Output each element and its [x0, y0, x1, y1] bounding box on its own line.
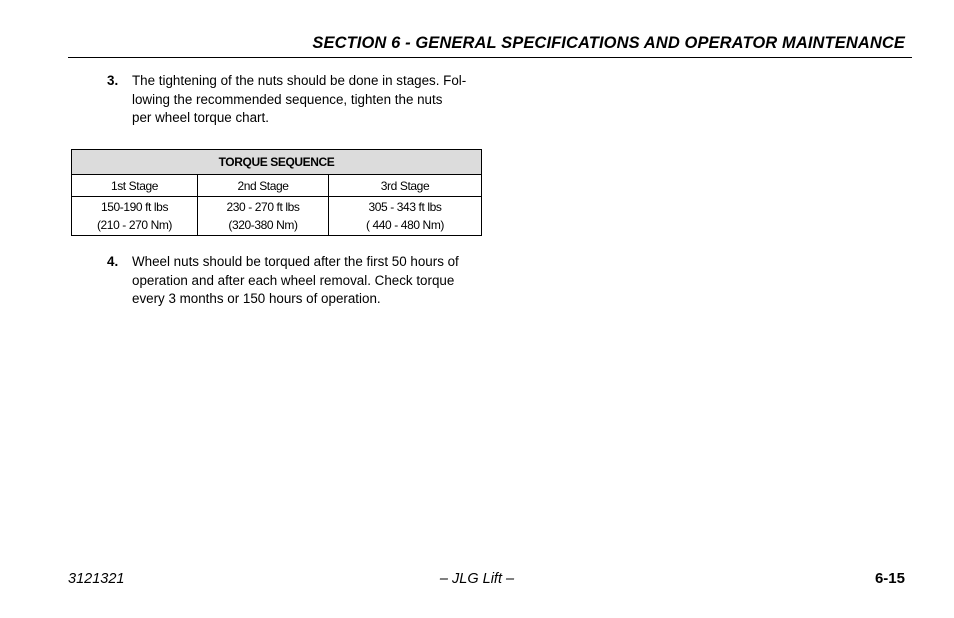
column-header-stage-2: 2nd Stage	[198, 175, 329, 197]
step-line: Wheel nuts should be torqued after the first 50 hours of	[132, 254, 459, 269]
section-title: SECTION 6 - GENERAL SPECIFICATIONS AND OPERATOR MAINTENANCE	[312, 34, 905, 52]
step-number: 3.	[107, 73, 119, 88]
column-header-stage-1: 1st Stage	[72, 175, 198, 197]
footer-product: – JLG Lift –	[439, 571, 515, 587]
stage-1-value	[72, 197, 198, 236]
step-3	[107, 72, 492, 128]
step-text	[132, 253, 492, 309]
step-text	[132, 72, 492, 128]
torque-nm: ( 440 - 480 Nm)	[365, 218, 445, 232]
torque-ftlbs: 230 - 270 ft lbs	[226, 200, 300, 214]
header-divider	[68, 57, 912, 58]
step-line: operation and after each wheel removal. Check torque	[132, 272, 455, 288]
torque-sequence-table	[71, 149, 482, 236]
step-line: every 3 months or 150 hours of operation.	[132, 291, 381, 306]
step-line: per wheel torque chart.	[132, 110, 269, 125]
step-number: 4.	[107, 254, 119, 269]
step-line: The tightening of the nuts should be done in stages. Fol-	[132, 73, 467, 88]
torque-nm: (320-380 Nm)	[228, 218, 298, 232]
torque-ftlbs: 305 - 343 ft lbs	[368, 200, 442, 214]
document-number: 3121321	[68, 571, 125, 587]
stage-3-value	[329, 197, 482, 236]
step-line: lowing the recommended sequence, tighten the nuts	[132, 91, 443, 107]
column-header-stage-3: 3rd Stage	[329, 175, 482, 197]
step-4	[107, 253, 492, 309]
page-number: 6-15	[874, 570, 905, 587]
table-title: TORQUE SEQUENCE	[72, 150, 482, 175]
stage-2-value	[198, 197, 329, 236]
torque-ftlbs: 150-190 ft lbs	[100, 200, 169, 214]
torque-nm: (210 - 270 Nm)	[96, 218, 173, 232]
